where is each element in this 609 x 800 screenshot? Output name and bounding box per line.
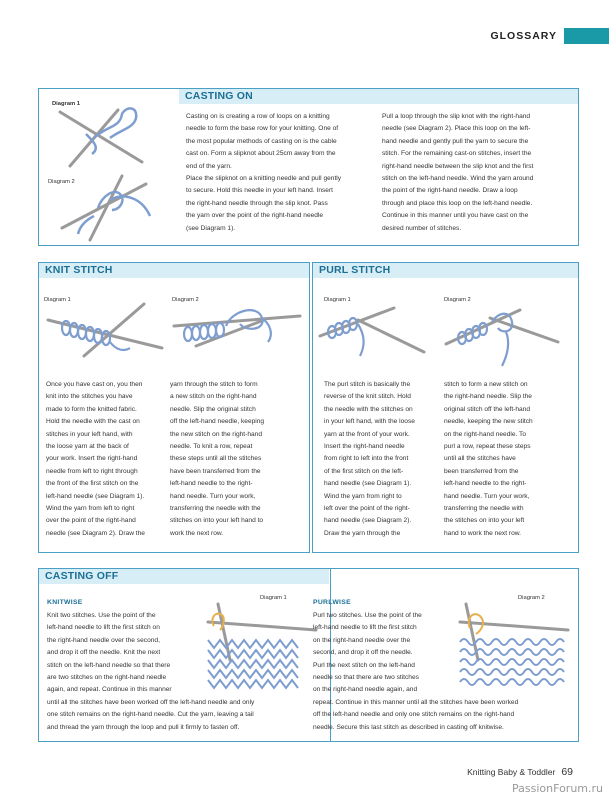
casting-on-diagram1-label: Diagram 1: [52, 101, 81, 107]
purl-diagram2-label: Diagram 2: [444, 297, 471, 303]
purlwise-text-bottom: repeat. Continue in this manner until all the stitches have been worked off the left-hand needle and only one stitch remains on the right-hand needle. Secure this last stitch as described in casting off knitwise.: [313, 699, 519, 731]
purl-stitch-text-col1: The purl stitch is basically the reverse of the knit stitch. Hold the needle with the stitches on in your left hand, with the loose yarn at the front of your work. Insert the right-hand needle from right to left into the front of the first stitch on the left- hand needle (see Diagram 1). Wind the yarn from right to left over the point of the right- hand needle (see Diagram 2). Draw the yarn through the: [324, 381, 415, 537]
casting-off-heading-fill-right: [331, 569, 578, 584]
purl-stitch-heading: PURL STITCH: [313, 263, 578, 278]
purl-diagram1-label: Diagram 1: [324, 297, 351, 303]
publication-title: Knitting Baby & Toddler: [467, 767, 556, 777]
casting-on-text-col2: Pull a loop through the slip knot with the right-hand needle (see Diagram 2). Place this loop on the left- hand needle and gently pull the yarn to secure the stitch. For the remaining cast-on stitches, insert the right-hand needle between the slip knot and the first stitch on the left-hand needle. Wind the yarn around the point of the right-hand needle. Draw a loop through and place this loop on the left-hand needle. Continue in this manner until you have cast on the desired number of stitches.: [382, 113, 534, 232]
casting-on-diagram2-illustration: [50, 170, 170, 245]
knit-diagram1-illustration: [44, 300, 169, 360]
purl-stitch-text-col2: stitch to form a new stitch on the right-hand needle. Slip the original stitch off the left-hand needle, keeping the new stitch on the right-hand needle. To purl a row, repeat these steps until all the stitches have been transferred from the left-hand needle to the right- hand needle. Turn your work, transferring the needle with the stitches on into your left hand to work the next row.: [444, 381, 533, 537]
knit-stitch-text-col1: Once you have cast on, you then knit into the stitches you have made to form the knitted fabric. Hold the needle with the cast on stitches in your left hand, with the loose yarn at the back of your work. Insert the right-hand needle from left to right through the front of the first stitch on the left-hand needle (see Diagram 1). Wind the yarn from left to right over the point of the right-hand needle (see Diagram 2). Draw the: [46, 381, 145, 537]
knitwise-subheading: KNITWISE: [47, 599, 83, 606]
knitwise-text-top: Knit two stitches. Use the point of the left-hand needle to lift the first stitch on the right-hand needle over the second, and drop it off the needle. Knit the next stitch on the left-hand needle so that there are two stitches on the right-hand needle again, and repeat. Continue in this manner: [47, 612, 172, 694]
casting-on-heading: CASTING ON: [179, 89, 578, 104]
knitwise-diagram-illustration: [200, 600, 320, 690]
purlwise-diagram-illustration: [456, 600, 574, 690]
page-number: 69: [561, 766, 573, 778]
knit-diagram2-illustration: [170, 298, 305, 360]
knit-diagram1-label: Diagram 1: [44, 297, 71, 303]
glossary-title: GLOSSARY: [490, 30, 557, 42]
watermark: PassionForum.ru: [512, 782, 603, 795]
page-footer: [467, 766, 573, 778]
purlwise-subheading: PURLWISE: [313, 599, 351, 606]
casting-on-text-col1: Casting on is creating a row of loops on a knitting needle to form the base row for your knitting. One of the most popular methods of casting on is the cable cast on. Form a slipknot about 25cm away from the end of the yarn. Place the slipknot on a knitting needle and pull gently to secure. Hold this needle in your left hand. Insert the right-hand needle through the slip knot. Pass the yarn over the point of the right-hand needle (see Diagram 1).: [186, 113, 342, 232]
casting-on-diagram2-label: Diagram 2: [48, 179, 75, 185]
knit-stitch-heading: KNIT STITCH: [39, 263, 309, 278]
knitwise-diagram-label: Diagram 1: [260, 595, 287, 601]
knit-diagram2-label: Diagram 2: [172, 297, 199, 303]
purlwise-diagram-label: Diagram 2: [518, 595, 545, 601]
glossary-accent-bar: [564, 28, 609, 44]
purlwise-text-top: Purl two stitches. Use the point of the left-hand needle to lift the first stitch on the right-hand needle over the second, and drop it off the needle. Purl the next stitch on the left-hand needle so that there are two stitches on the right-hand needle again, and: [313, 612, 422, 694]
purl-diagram1-illustration: [318, 300, 443, 362]
casting-on-diagram1-illustration: [50, 104, 170, 174]
knitwise-text-bottom: until all the stitches have been worked off the left-hand needle and only one stitch remains on the right-hand needle. Cut the yarn, leaving a tail and thread the yarn through the loop and pull it firmly to fasten off.: [47, 699, 255, 731]
casting-off-heading: CASTING OFF: [39, 569, 329, 584]
purl-diagram2-illustration: [440, 300, 570, 370]
knit-stitch-text-col2: yarn through the stitch to form a new stitch on the right-hand needle. Slip the original stitch off the left-hand needle, keeping the new stitch on the right-hand needle. To knit a row, repeat these steps until all the stitches have been transferred from the left-hand needle to the right- hand needle. Turn your work, transferring the needle with the stitches on into your left hand to work the next row.: [170, 381, 265, 537]
